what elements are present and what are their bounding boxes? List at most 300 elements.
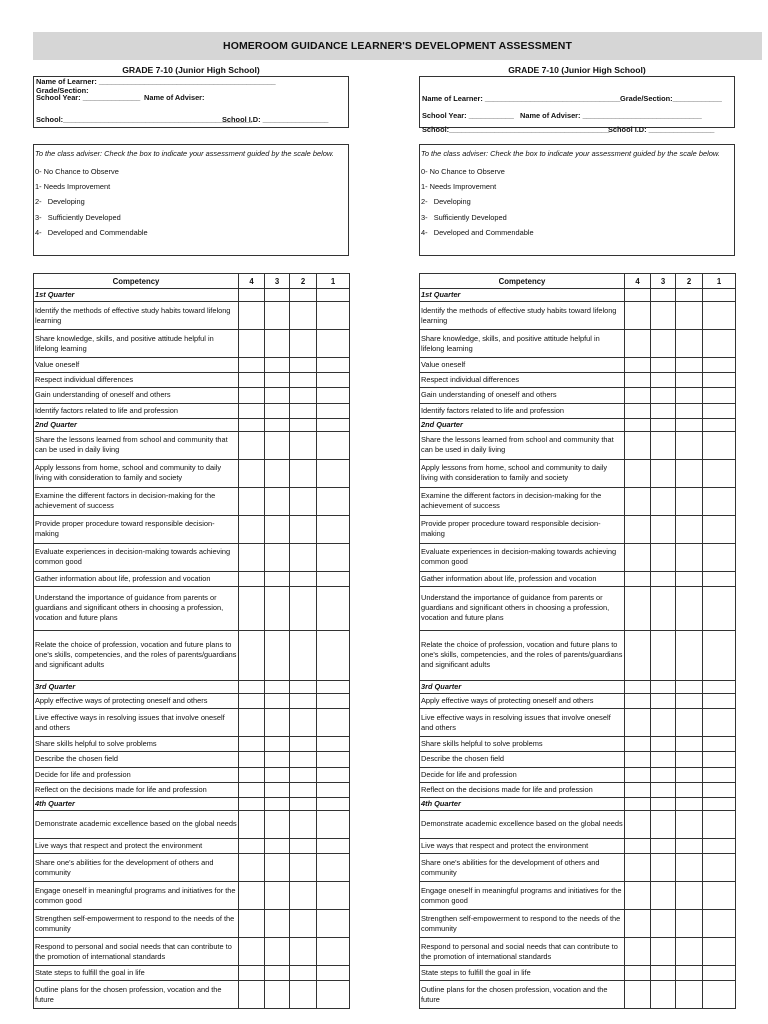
score-4-checkbox[interactable] [239, 938, 265, 966]
competency-cell: Gain understanding of oneself and others [420, 388, 625, 403]
score-1-checkbox[interactable] [703, 782, 736, 797]
score-2-checkbox[interactable] [290, 330, 317, 358]
school-id-field[interactable]: School I.D: ________________ [222, 115, 329, 124]
score-4-checkbox[interactable] [625, 358, 651, 373]
score-1-checkbox[interactable] [703, 966, 736, 981]
score-3-checkbox[interactable] [651, 838, 676, 853]
score-1-checkbox[interactable] [703, 767, 736, 782]
score-2-checkbox[interactable] [676, 810, 703, 838]
competency-cell: Reflect on the decisions made for life and profession [420, 782, 625, 797]
score-1-checkbox[interactable] [703, 882, 736, 910]
score-1-checkbox[interactable] [703, 373, 736, 388]
competency-cell: Respond to personal and social needs that can contribute to the promotion of international standards [34, 938, 239, 966]
score-3-checkbox[interactable] [265, 487, 290, 515]
score-2-checkbox[interactable] [290, 630, 317, 680]
score-1-checkbox [317, 289, 350, 302]
score-2-checkbox[interactable] [676, 330, 703, 358]
table-row [34, 966, 350, 981]
score-3-checkbox[interactable] [651, 910, 676, 938]
score-4-checkbox[interactable] [625, 782, 651, 797]
score-1-checkbox[interactable] [317, 693, 350, 708]
score-4-checkbox[interactable] [239, 910, 265, 938]
score-3-checkbox[interactable] [651, 630, 676, 680]
table-row [420, 586, 736, 630]
adviser-name-field[interactable]: Name of Adviser: [144, 93, 205, 102]
score-2-checkbox[interactable] [676, 431, 703, 459]
score-2-checkbox[interactable] [290, 810, 317, 838]
score-3-checkbox[interactable] [265, 709, 290, 737]
score-2-checkbox[interactable] [290, 782, 317, 797]
score-2-checkbox[interactable] [676, 782, 703, 797]
score-1-checkbox[interactable] [703, 571, 736, 586]
score-1-checkbox[interactable] [703, 693, 736, 708]
score-3-checkbox[interactable] [651, 487, 676, 515]
score-4-checkbox[interactable] [239, 782, 265, 797]
score-2-checkbox[interactable] [676, 487, 703, 515]
score-1-checkbox[interactable] [317, 981, 350, 1009]
score-3-checkbox[interactable] [651, 782, 676, 797]
score-3-checkbox[interactable] [265, 543, 290, 571]
score-1-checkbox[interactable] [703, 459, 736, 487]
table-row [34, 882, 350, 910]
score-3-checkbox[interactable] [265, 981, 290, 1009]
competency-cell: Engage oneself in meaningful programs and initiatives for the common good [34, 882, 239, 910]
table-row [34, 515, 350, 543]
score-2-checkbox[interactable] [676, 938, 703, 966]
score-1-checkbox[interactable] [317, 403, 350, 418]
table-row [420, 487, 736, 515]
table-row [34, 810, 350, 838]
quarter-row [34, 418, 350, 431]
score-4-checkbox[interactable] [239, 302, 265, 330]
score-4-checkbox[interactable] [239, 693, 265, 708]
table-row [420, 810, 736, 838]
score-4-checkbox[interactable] [625, 373, 651, 388]
scale-item: 4- Developed and Commendable [421, 227, 534, 237]
score-3-checkbox[interactable] [651, 358, 676, 373]
score-1-checkbox[interactable] [703, 854, 736, 882]
score-3-checkbox[interactable] [651, 882, 676, 910]
score-4-checkbox[interactable] [625, 882, 651, 910]
table-row [420, 543, 736, 571]
score-2-checkbox[interactable] [290, 487, 317, 515]
competency-cell: Apply lessons from home, school and community to daily living with consideration to family and society [420, 459, 625, 487]
score-1-checkbox[interactable] [317, 630, 350, 680]
score-2-checkbox[interactable] [290, 403, 317, 418]
score-4-checkbox[interactable] [625, 910, 651, 938]
score-2-checkbox[interactable] [676, 571, 703, 586]
score-1-checkbox[interactable] [317, 373, 350, 388]
score-2-checkbox[interactable] [676, 910, 703, 938]
score-4-checkbox[interactable] [625, 515, 651, 543]
score-1-checkbox[interactable] [703, 358, 736, 373]
score-1-checkbox[interactable] [703, 810, 736, 838]
score-1-checkbox[interactable] [317, 388, 350, 403]
score-2-checkbox[interactable] [676, 966, 703, 981]
score-3-checkbox[interactable] [265, 810, 290, 838]
score-2-checkbox[interactable] [290, 709, 317, 737]
score-4-checkbox[interactable] [625, 752, 651, 767]
score-2-checkbox[interactable] [290, 882, 317, 910]
score-3-checkbox[interactable] [265, 330, 290, 358]
score-1-checkbox[interactable] [317, 882, 350, 910]
table-row [34, 358, 350, 373]
score-1-checkbox[interactable] [703, 838, 736, 853]
quarter-label: 3rd Quarter [420, 680, 625, 693]
score-1-checkbox[interactable] [317, 966, 350, 981]
score-2-checkbox[interactable] [290, 838, 317, 853]
competency-cell: Share knowledge, skills, and positive attitude helpful in lifelong learning [34, 330, 239, 358]
score-4-checkbox[interactable] [625, 966, 651, 981]
score-1-checkbox[interactable] [703, 586, 736, 630]
score-2-checkbox[interactable] [290, 938, 317, 966]
table-row [34, 403, 350, 418]
score-1-checkbox[interactable] [317, 302, 350, 330]
score-1-checkbox[interactable] [703, 515, 736, 543]
score-3-checkbox[interactable] [265, 431, 290, 459]
score-3-checkbox[interactable] [265, 752, 290, 767]
score-4-checkbox[interactable] [625, 586, 651, 630]
score-4-checkbox[interactable] [239, 543, 265, 571]
score-3-checkbox[interactable] [265, 966, 290, 981]
school-year-field[interactable]: School Year: ___________ [422, 111, 514, 120]
score-4-checkbox[interactable] [239, 709, 265, 737]
score-1-checkbox[interactable] [317, 910, 350, 938]
competency-cell: Identify the methods of effective study habits toward lifelong learning [34, 302, 239, 330]
school-id-field[interactable]: School I.D: ________________ [608, 125, 715, 134]
score-4-checkbox[interactable] [239, 737, 265, 752]
score-2-checkbox[interactable] [676, 709, 703, 737]
score-1-checkbox[interactable] [317, 709, 350, 737]
table-row [420, 330, 736, 358]
score-1-checkbox[interactable] [317, 767, 350, 782]
score-2-checkbox[interactable] [676, 586, 703, 630]
score-1-checkbox[interactable] [703, 330, 736, 358]
score-4-checkbox[interactable] [239, 358, 265, 373]
score-1-checkbox[interactable] [317, 459, 350, 487]
score-2-checkbox[interactable] [290, 543, 317, 571]
score-1-checkbox[interactable] [317, 854, 350, 882]
score-4-checkbox[interactable] [239, 459, 265, 487]
score-1-checkbox [703, 418, 736, 431]
table-row [34, 709, 350, 737]
learner-info-box [419, 76, 735, 134]
score-4-checkbox[interactable] [625, 693, 651, 708]
scale-item: 0- No Chance to Observe [35, 167, 119, 176]
score-2-checkbox[interactable] [290, 515, 317, 543]
score-1-checkbox[interactable] [317, 737, 350, 752]
table-row [420, 459, 736, 487]
competency-table [419, 273, 736, 1009]
score-3-checkbox[interactable] [265, 693, 290, 708]
score-3-checkbox[interactable] [651, 981, 676, 1009]
competency-cell: Evaluate experiences in decision-making towards achieving common good [34, 543, 239, 571]
score-4-checkbox[interactable] [239, 838, 265, 853]
learner-name-field[interactable]: Name of Learner: ___________________________________________ [36, 77, 276, 86]
competency-cell: Demonstrate academic excellence based on the global needs [420, 810, 625, 838]
competency-cell: Strengthen self-empowerment to respond to the needs of the community [420, 910, 625, 938]
score-3-checkbox[interactable] [265, 571, 290, 586]
score-2-checkbox[interactable] [676, 630, 703, 680]
score-2-checkbox[interactable] [290, 981, 317, 1009]
score-4-checkbox[interactable] [625, 543, 651, 571]
score-1-checkbox[interactable] [317, 358, 350, 373]
score-2-checkbox[interactable] [676, 737, 703, 752]
table-row [420, 966, 736, 981]
score-4-checkbox[interactable] [239, 515, 265, 543]
score-3-checkbox[interactable] [265, 737, 290, 752]
score-3-checkbox[interactable] [265, 782, 290, 797]
learner-name-field[interactable]: Name of Learner: _________________________________ [422, 94, 621, 103]
score-1-header: 1 [317, 274, 350, 289]
score-4-checkbox[interactable] [239, 966, 265, 981]
score-1-checkbox[interactable] [703, 302, 736, 330]
competency-cell: Outline plans for the chosen profession, vocation and the future [420, 981, 625, 1009]
score-4-checkbox[interactable] [625, 487, 651, 515]
score-1-checkbox[interactable] [703, 737, 736, 752]
school-year-field[interactable]: School Year: ______________ [36, 93, 141, 102]
quarter-label: 1st Quarter [34, 289, 239, 302]
score-4-checkbox[interactable] [625, 431, 651, 459]
competency-cell: Evaluate experiences in decision-making towards achieving common good [420, 543, 625, 571]
table-row [420, 302, 736, 330]
score-3-checkbox[interactable] [265, 910, 290, 938]
score-3-checkbox[interactable] [651, 302, 676, 330]
score-2-checkbox[interactable] [290, 767, 317, 782]
score-3-checkbox[interactable] [265, 882, 290, 910]
quarter-label: 4th Quarter [34, 797, 239, 810]
table-row [34, 431, 350, 459]
score-2-checkbox[interactable] [290, 373, 317, 388]
score-2-checkbox[interactable] [290, 966, 317, 981]
score-2-checkbox[interactable] [290, 693, 317, 708]
score-1-checkbox[interactable] [317, 810, 350, 838]
grade-section-field[interactable]: Grade/Section: [36, 86, 89, 95]
school-field[interactable]: School:_______________________________________ [422, 125, 610, 134]
competency-cell: Examine the different factors in decision-making for the achievement of success [420, 487, 625, 515]
score-3-checkbox[interactable] [651, 388, 676, 403]
score-2-checkbox[interactable] [676, 459, 703, 487]
score-1-checkbox[interactable] [703, 403, 736, 418]
table-row [34, 854, 350, 882]
score-3-checkbox[interactable] [265, 459, 290, 487]
score-3-checkbox[interactable] [651, 767, 676, 782]
score-4-checkbox[interactable] [625, 854, 651, 882]
score-3-checkbox[interactable] [265, 630, 290, 680]
score-2-checkbox[interactable] [676, 302, 703, 330]
competency-cell: Decide for life and profession [420, 767, 625, 782]
table-row [420, 737, 736, 752]
score-3-checkbox[interactable] [651, 330, 676, 358]
score-3-checkbox[interactable] [651, 543, 676, 571]
score-2-checkbox[interactable] [676, 388, 703, 403]
score-4-checkbox[interactable] [625, 981, 651, 1009]
score-4-checkbox[interactable] [625, 330, 651, 358]
score-2-checkbox[interactable] [676, 752, 703, 767]
score-1-checkbox [317, 797, 350, 810]
score-3-checkbox[interactable] [265, 767, 290, 782]
score-4-checkbox[interactable] [239, 388, 265, 403]
score-4-checkbox[interactable] [239, 487, 265, 515]
score-3-checkbox[interactable] [265, 515, 290, 543]
score-2-checkbox[interactable] [676, 882, 703, 910]
score-2-checkbox[interactable] [290, 431, 317, 459]
score-2-checkbox[interactable] [676, 838, 703, 853]
score-3-checkbox[interactable] [651, 938, 676, 966]
score-1-checkbox[interactable] [703, 709, 736, 737]
score-4-checkbox[interactable] [239, 373, 265, 388]
quarter-label: 2nd Quarter [420, 418, 625, 431]
score-2-checkbox[interactable] [676, 693, 703, 708]
score-4-checkbox[interactable] [625, 459, 651, 487]
scale-item: 1- Needs Improvement [35, 182, 111, 192]
score-1-checkbox[interactable] [703, 630, 736, 680]
competency-cell: Value oneself [420, 358, 625, 373]
score-2-checkbox[interactable] [676, 854, 703, 882]
score-4-checkbox[interactable] [239, 431, 265, 459]
score-3-checkbox[interactable] [651, 515, 676, 543]
competency-cell: Relate the choice of profession, vocation and future plans to one's skills, competencies, and the roles of parents/guardians and significant adults [420, 630, 625, 680]
score-1-checkbox[interactable] [703, 388, 736, 403]
grade-section-field[interactable]: Grade/Section:____________ [620, 94, 722, 103]
score-3-checkbox[interactable] [651, 693, 676, 708]
score-1-checkbox[interactable] [317, 487, 350, 515]
score-3-checkbox[interactable] [265, 302, 290, 330]
score-1-checkbox[interactable] [317, 938, 350, 966]
score-1-checkbox[interactable] [317, 330, 350, 358]
score-4-checkbox[interactable] [239, 752, 265, 767]
score-2-checkbox[interactable] [290, 752, 317, 767]
score-1-checkbox[interactable] [317, 752, 350, 767]
score-4-checkbox[interactable] [625, 838, 651, 853]
adviser-name-field[interactable]: Name of Adviser: _____________________________ [520, 111, 702, 120]
score-4-checkbox[interactable] [239, 767, 265, 782]
score-2-checkbox[interactable] [290, 302, 317, 330]
score-3-checkbox[interactable] [651, 709, 676, 737]
score-2-checkbox[interactable] [676, 981, 703, 1009]
score-4-checkbox[interactable] [625, 302, 651, 330]
score-1-checkbox[interactable] [317, 515, 350, 543]
score-1-checkbox[interactable] [703, 487, 736, 515]
score-3-checkbox[interactable] [265, 373, 290, 388]
score-4-checkbox[interactable] [625, 630, 651, 680]
scale-item: 1- Needs Improvement [421, 182, 497, 192]
competency-cell: Identify factors related to life and profession [420, 403, 625, 418]
score-1-checkbox[interactable] [317, 782, 350, 797]
score-2-checkbox[interactable] [676, 515, 703, 543]
score-3-checkbox[interactable] [651, 459, 676, 487]
table-row [34, 388, 350, 403]
score-2-checkbox[interactable] [290, 571, 317, 586]
score-4-checkbox[interactable] [625, 767, 651, 782]
score-4-checkbox[interactable] [239, 810, 265, 838]
score-3-checkbox[interactable] [265, 358, 290, 373]
score-4-checkbox[interactable] [625, 571, 651, 586]
competency-cell: Share skills helpful to solve problems [34, 737, 239, 752]
score-1-checkbox[interactable] [317, 838, 350, 853]
score-1-checkbox[interactable] [317, 571, 350, 586]
score-4-checkbox[interactable] [239, 981, 265, 1009]
score-4-checkbox[interactable] [239, 586, 265, 630]
score-3-checkbox[interactable] [651, 586, 676, 630]
score-3-checkbox[interactable] [651, 431, 676, 459]
score-2-checkbox[interactable] [290, 854, 317, 882]
score-2-checkbox[interactable] [290, 459, 317, 487]
score-4-checkbox[interactable] [625, 403, 651, 418]
score-4-checkbox[interactable] [239, 854, 265, 882]
score-1-checkbox[interactable] [703, 431, 736, 459]
score-2-checkbox[interactable] [290, 388, 317, 403]
score-2-checkbox[interactable] [290, 358, 317, 373]
score-4-checkbox[interactable] [625, 388, 651, 403]
adviser-note: To the class adviser: Check the box to indicate your assessment guided by the scale below. [35, 149, 334, 158]
score-4-checkbox[interactable] [625, 709, 651, 737]
school-field[interactable]: School:______________________________________________ [36, 115, 253, 124]
adviser-instructions [419, 144, 735, 256]
score-3-checkbox[interactable] [265, 838, 290, 853]
score-4-checkbox[interactable] [625, 938, 651, 966]
score-3-checkbox[interactable] [651, 571, 676, 586]
score-2-checkbox[interactable] [290, 737, 317, 752]
score-3-checkbox[interactable] [651, 373, 676, 388]
score-3-checkbox[interactable] [265, 403, 290, 418]
score-4-checkbox[interactable] [239, 571, 265, 586]
table-row [420, 854, 736, 882]
score-3-checkbox[interactable] [651, 966, 676, 981]
competency-cell: Apply effective ways of protecting oneself and others [34, 693, 239, 708]
score-3-checkbox[interactable] [651, 810, 676, 838]
competency-table [33, 273, 350, 1009]
score-3-checkbox[interactable] [265, 388, 290, 403]
score-1-checkbox[interactable] [703, 938, 736, 966]
score-3-checkbox[interactable] [651, 403, 676, 418]
score-2-checkbox[interactable] [676, 358, 703, 373]
score-1-checkbox[interactable] [317, 431, 350, 459]
score-4-checkbox[interactable] [625, 737, 651, 752]
score-3-checkbox[interactable] [651, 752, 676, 767]
score-1-checkbox[interactable] [703, 543, 736, 571]
score-2-checkbox[interactable] [290, 910, 317, 938]
score-1-checkbox[interactable] [317, 586, 350, 630]
table-row [420, 709, 736, 737]
score-3-checkbox[interactable] [265, 854, 290, 882]
score-4-checkbox[interactable] [625, 810, 651, 838]
score-3-checkbox[interactable] [265, 586, 290, 630]
score-1-checkbox[interactable] [703, 981, 736, 1009]
score-4-checkbox[interactable] [239, 882, 265, 910]
score-4-header: 4 [239, 274, 265, 289]
score-2-checkbox [290, 797, 317, 810]
score-3-checkbox[interactable] [265, 938, 290, 966]
score-1-header: 1 [703, 274, 736, 289]
score-2-checkbox[interactable] [676, 767, 703, 782]
score-2-checkbox[interactable] [676, 373, 703, 388]
score-1-checkbox[interactable] [703, 910, 736, 938]
score-4-checkbox[interactable] [239, 403, 265, 418]
score-2-checkbox[interactable] [290, 586, 317, 630]
score-2-checkbox[interactable] [676, 543, 703, 571]
score-2-checkbox[interactable] [676, 403, 703, 418]
score-4-checkbox[interactable] [239, 330, 265, 358]
score-3-checkbox[interactable] [651, 737, 676, 752]
score-3-checkbox[interactable] [651, 854, 676, 882]
competency-cell: Share knowledge, skills, and positive attitude helpful in lifelong learning [420, 330, 625, 358]
score-1-checkbox[interactable] [317, 543, 350, 571]
score-4-checkbox[interactable] [239, 630, 265, 680]
score-3-checkbox [265, 797, 290, 810]
score-1-checkbox[interactable] [703, 752, 736, 767]
score-1-checkbox [703, 289, 736, 302]
